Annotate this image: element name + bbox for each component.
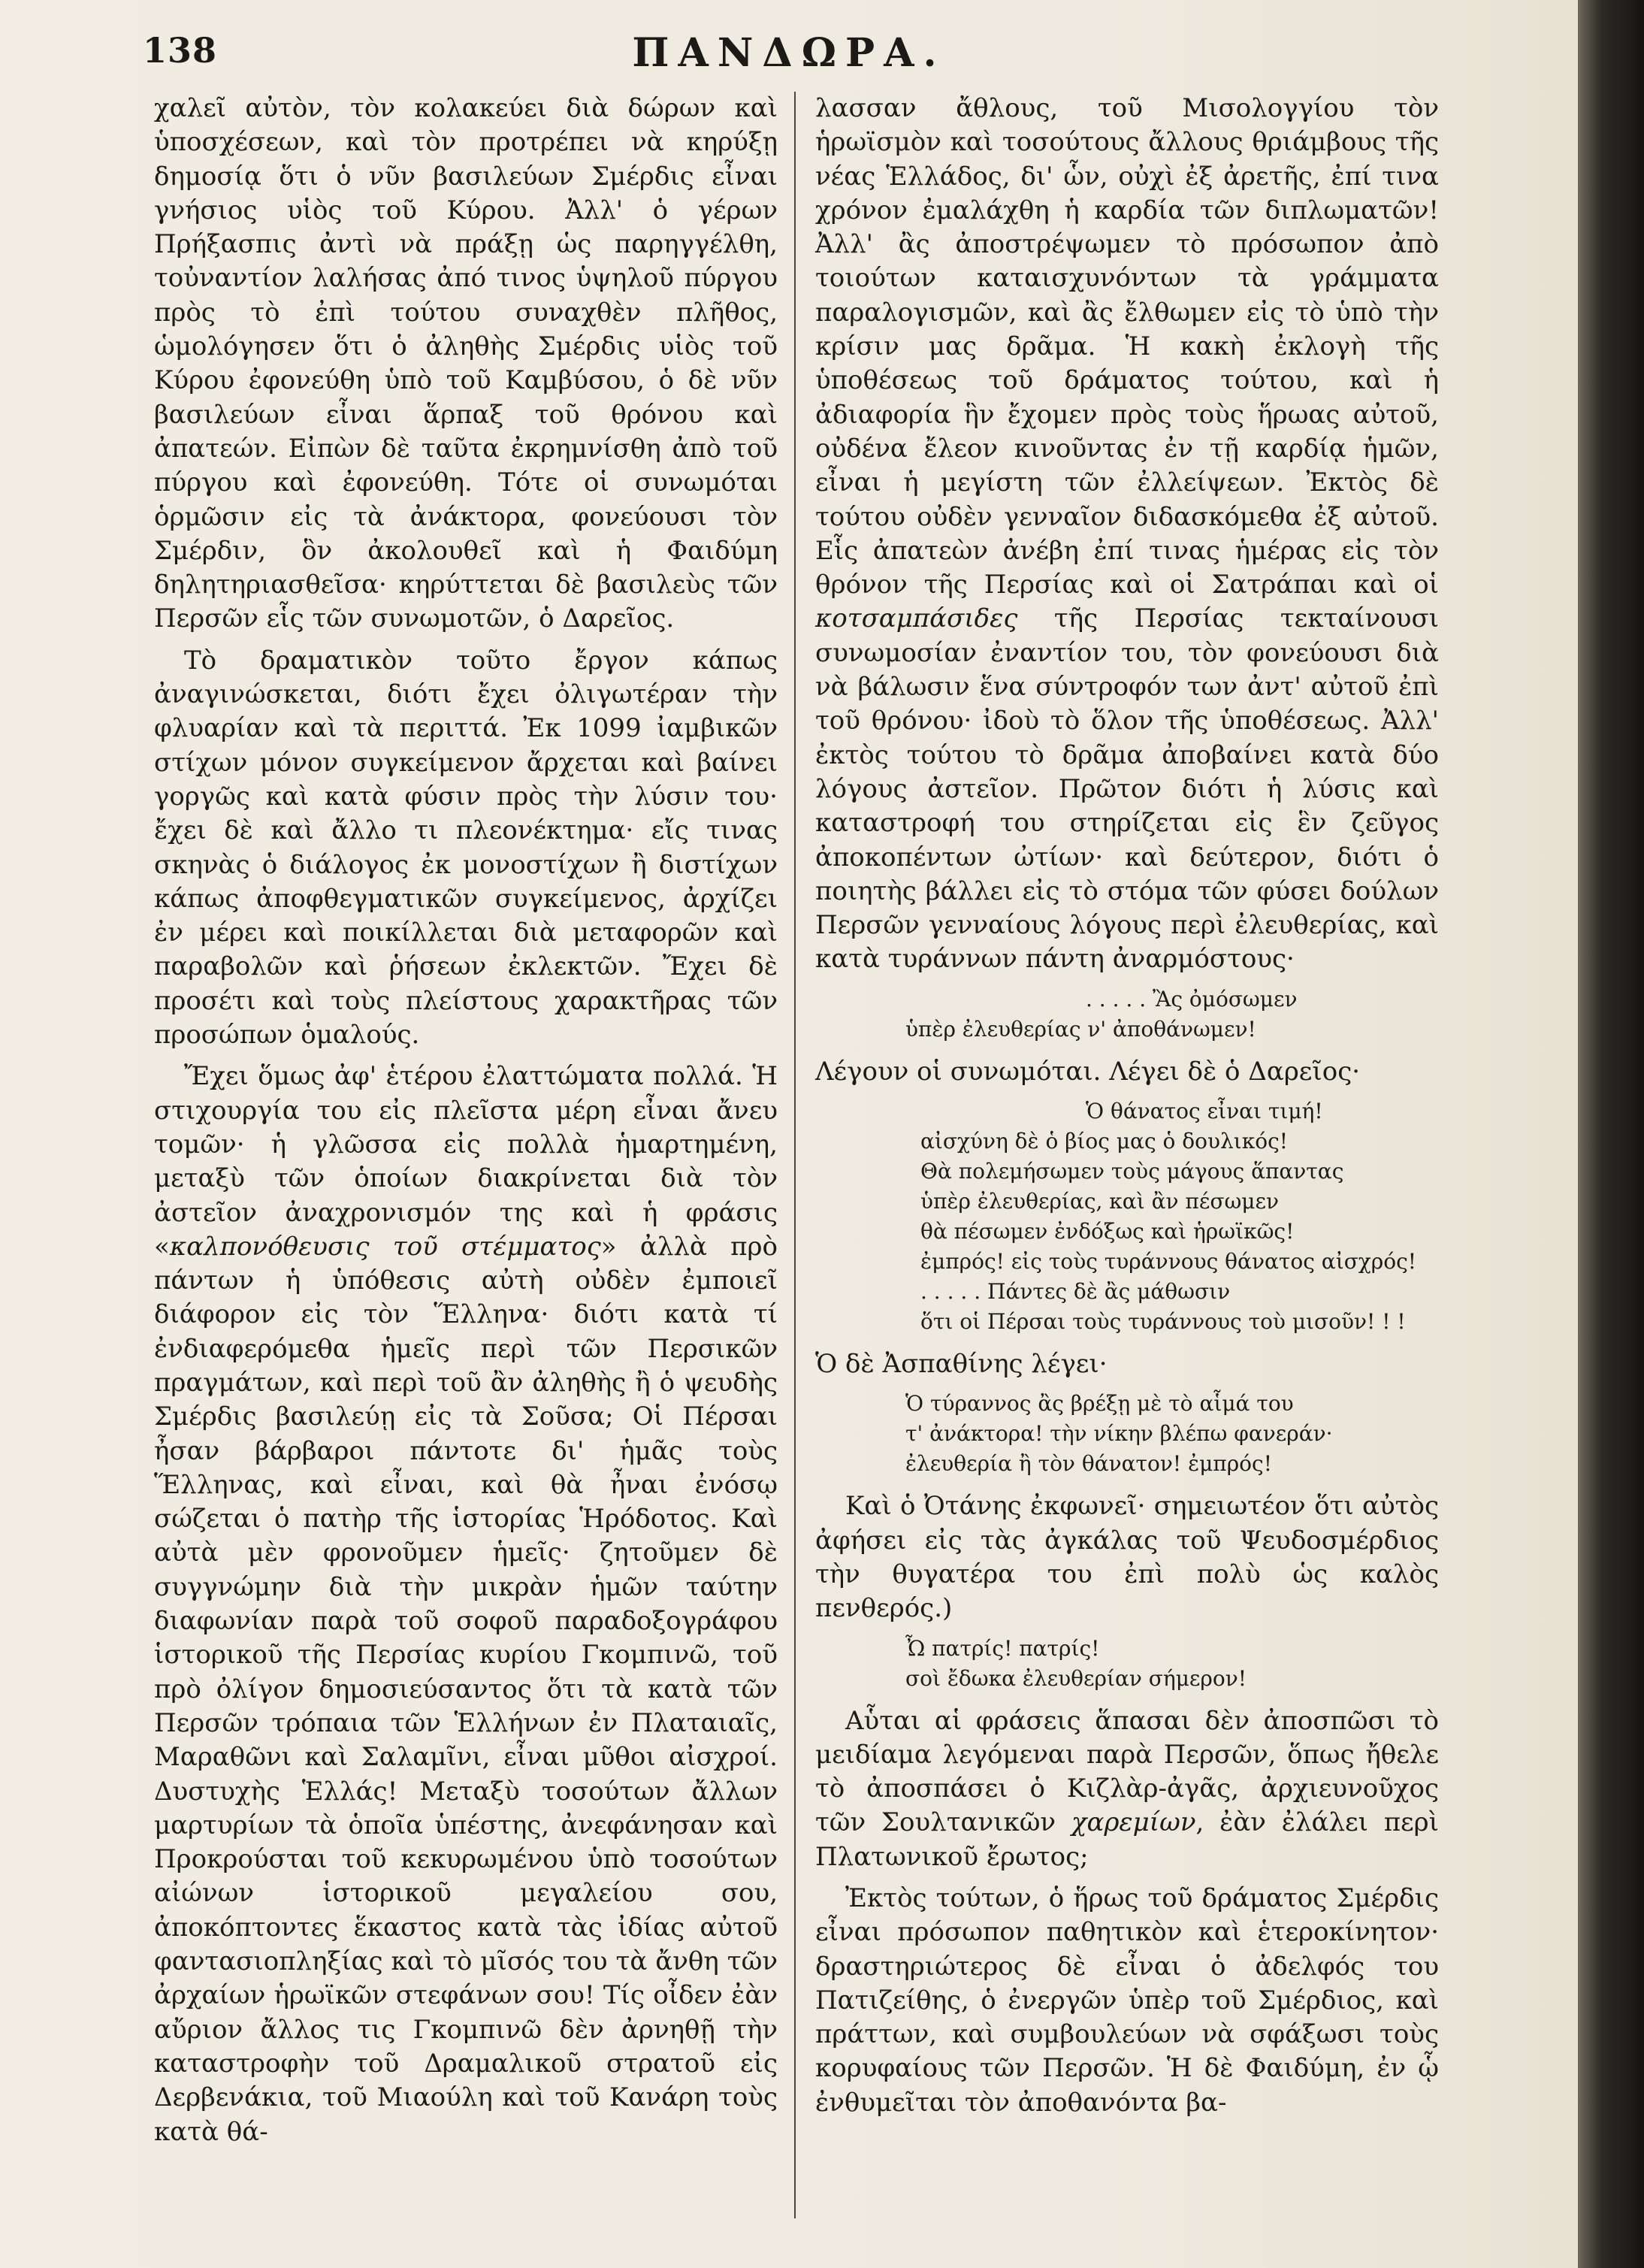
- paragraph: Τὸ δραματικὸν τοῦτο ἔργον κάπως ἀναγινώσκεται, διότι ἔχει ὀλιγωτέραν τὴν φλυαρίαν καὶ τὰ περιττά. Ἐκ 1099 ἰαμβικῶν στίχων μόνον συγκείμενον ἄρχεται καὶ βαίνει γοργῶς καὶ κατὰ φύσιν πρὸς τὴν λύσιν του· ἔχει δὲ καὶ ἄλλο τι πλεονέκτημα· εἴς τινας σκηνὰς ὁ διάλογος ἐκ μονοστίχων ἢ διστίχων κάπως ἀποφθεγματικῶν συγκείμενος, ἀρχίζει ἐν μέρει καὶ ποικίλλεται διὰ μεταφορῶν καὶ παραβολῶν καὶ ῥήσεων ἐκλεκτῶν. Ἔχει δὲ προσέτι καὶ τοὺς πλείστους χαρακτῆρας τῶν προσώπων ὁμαλούς.: [154, 645, 778, 1051]
- verse-line: . . . . . Πάντες δὲ ἂς μάθωσιν: [920, 1279, 1231, 1305]
- verse-quote: [815, 1634, 1439, 1694]
- italic-word: χαρεμίων: [1071, 1807, 1196, 1838]
- paragraph: [815, 1704, 1439, 1874]
- text-run: » ἀλλὰ πρὸ πάντων ἡ ὑπόθεσις αὐτὴ οὐδὲν ἐμποιεῖ διάφορον εἰς τὸν Ἕλληνα· διότι κατὰ τί ἐνδιαφερόμεθα ἡμεῖς περὶ τῶν Περσικῶν πραγμάτων, καὶ περὶ τοῦ ἂν ἀληθὴς ἢ ὁ ψευδὴς Σμέρδις βασιλεύῃ εἰς τὰ Σοῦσα; Οἱ Πέρσαι ἦσαν βάρβαροι πάντοτε δι' ἡμᾶς τοὺς Ἕλληνας, καὶ εἶναι, καὶ θὰ ἦναι ἐνόσῳ σώζεται ὁ πατὴρ τῆς ἱστορίας Ἡρόδοτος. Καὶ αὐτὰ μὲν φρονοῦμεν ἡμεῖς· ζητοῦμεν δὲ συγγνώμην διὰ τὴν μικρὰν ἡμῶν ταύτην διαφωνίαν παρὰ τοῦ σοφοῦ παραδοξογράφου ἱστορικοῦ τῆς Περσίας κυρίου Γκομπινῶ, τοῦ πρὸ ὀλίγον δημοσιεύσαντος ὅτι τὰ κατὰ τῶν Περσῶν τρόπαια τῶν Ἑλλήνων ἐν Πλαταιαῖς, Μαραθῶνι καὶ Σαλαμῖνι, εἶναι μῦθοι αἰσχροί. Δυστυχὴς Ἑλλάς! Μεταξὺ τοσούτων ἄλλων μαρτυρίων τὰ ὁποῖα ὑπέστης, ἀνεφάνησαν καὶ Προκρούσται τοῦ κεκυρωμένου ὑπὸ τοσούτων αἰώνων ἱστορικοῦ μεγαλείου σου, ἀποκόπτοντες ἕκαστος κατὰ τὰς ἰδίας αὐτοῦ φαντασιοπληξίας καὶ τὸ μῖσός του τὰ ἄνθη τῶν ἀρχαίων ἡρωϊκῶν στεφάνων σου! Τίς οἶδεν ἐὰν αὔριον ἄλλος τις Γκομπινῶ δὲν ἀρνηθῇ τὴν καταστροφὴν τοῦ Δραμαλικοῦ στρατοῦ εἰς Δερβενάκια, τοῦ Μιαούλη καὶ τοῦ Κανάρη τοὺς κατὰ θά-: [154, 1231, 778, 2147]
- text-run: , ἐὰν ἐλάλει περὶ Πλατωνικοῦ ἔρωτος;: [815, 1807, 1439, 1872]
- journal-title: ΠΑΝΔΩΡΑ.: [632, 30, 946, 76]
- column-divider: [794, 92, 796, 2218]
- verse-quote: [815, 1096, 1439, 1337]
- verse-line: Θὰ πολεμήσωμεν τοὺς μάγους ἅπαντας: [920, 1159, 1344, 1184]
- verse-line: ὅτι οἱ Πέρσαι τοὺς τυράννους τοὺ μισοῦν! ! !: [920, 1309, 1406, 1335]
- paragraph: Καὶ ὁ Ὀτάνης ἐκφωνεῖ· σημειωτέον ὅτι αὐτὸς ἀφήσει εἰς τὰς ἀγκάλας τοῦ Ψευδοσμέρδιος τὴν θυγατέρα του ἐπὶ πολὺ ὡς καλὸς πενθερός.): [815, 1491, 1439, 1624]
- paragraph: Ἐκτὸς τούτων, ὁ ἥρως τοῦ δράματος Σμέρδις εἶναι πρόσωπον παθητικὸν καὶ ἑτεροκίνητον· δραστηριώτερος δὲ εἶναι ὁ ἀδελφός του Πατιζείθης, ὁ ἐνεργῶν ὑπὲρ τοῦ Σμέρδιος, καὶ πράττων, καὶ συμβουλεύων νὰ σφάξωσι τοὺς κορυφαίους τῶν Περσῶν. Ἡ δὲ Φαιδύμη, ἐν ᾧ ἐνθυμεῖται τὸν ἀποθανόντα βα-: [815, 1882, 1439, 2118]
- page-header: [143, 30, 1435, 83]
- verse-line: ὑπὲρ ἐλευθερίας, καὶ ἂν πέσωμεν: [920, 1189, 1279, 1214]
- verse-quote: [815, 984, 1439, 1045]
- italic-phrase: καλπονόθευσις τοῦ στέμματος: [169, 1231, 601, 1262]
- verse-line: σοὶ ἔδωκα ἐλευθερίαν σήμερον!: [905, 1665, 1247, 1691]
- verse-line: ὑπὲρ ἐλευθερίας ν' ἀποθάνωμεν!: [905, 1016, 1256, 1042]
- paragraph: Ὁ δὲ Ἀσπαθίνης λέγει·: [815, 1349, 1108, 1380]
- paragraph: χαλεῖ αὐτὸν, τὸν κολακεύει διὰ δώρων καὶ ὑποσχέσεων, καὶ τὸν προτρέπει νὰ κηρύξῃ δημοσίᾳ ὅτι ὁ νῦν βασιλεύων Σμέρδις εἶναι γνήσιος υἱὸς τοῦ Κύρου. Ἀλλ' ὁ γέρων Πρήξασπις ἀντὶ νὰ πράξῃ ὡς παρηγγέλθη, τοὐναντίον λαλήσας ἀπό τινος ὑψηλοῦ πύργου πρὸς τὸ ἐπὶ τούτου συναχθὲν πλῆθος, ὡμολόγησεν ὅτι ὁ ἀληθὴς Σμέρδις υἱὸς τοῦ Κύρου ἐφονεύθη ὑπὸ τοῦ Καμβύσου, ὁ δὲ νῦν βασιλεύων εἶναι ἅρπαξ τοῦ θρόνου καὶ ἀπατεών. Εἰπὼν δὲ ταῦτα ἐκρημνίσθη ἀπὸ τοῦ πύργου καὶ ἐφονεύθη. Τότε οἱ συνωμόται ὁρμῶσιν εἰς τὰ ἀνάκτορα, φονεύουσι τὸν Σμέρδιν, ὃν ἀκολουθεῖ καὶ ἡ Φαιδύμη δηλητηριασθεῖσα· κηρύττεται δὲ βασιλεὺς τῶν Περσῶν εἷς τῶν συνωμοτῶν, ὁ Δαρεῖος.: [154, 93, 778, 634]
- book-binding-edge: [1578, 0, 1644, 2268]
- paragraph: [815, 92, 1439, 977]
- text-run: λασσαν ἄθλους, τοῦ Μισολογγίου τὸν ἡρωϊσμὸν καὶ τοσούτους ἄλλους θριάμβους τῆς νέας Ἑλλάδος, δι' ὧν, οὐχὶ ἐξ ἀρετῆς, ἐπί τινα χρόνον ἐμαλάχθη ἡ καρδία τῶν διπλωματῶν! Ἀλλ' ἂς ἀποστρέψωμεν τὸ πρόσωπον ἀπὸ τοιούτων καταισχυνόντων τὰ γράμματα παραλογισμῶν, καὶ ἂς ἔλθωμεν εἰς τὸ ὑπὸ τὴν κρίσιν μας δρᾶμα. Ἡ κακὴ ἐκλογὴ τῆς ὑποθέσεως τοῦ δράματος τούτου, καὶ ἡ ἀδιαφορία ἣν ἔχομεν πρὸς τοὺς ἥρωας αὐτοῦ, οὐδένα ἔλεον κινοῦντας ἐν τῇ καρδίᾳ ἡμῶν, εἶναι ἡ μεγίστη τῶν ἐλλείψεων. Ἐκτὸς δὲ τούτου οὐδὲν γενναῖον διδασκόμεθα ἐξ αὐτοῦ. Εἷς ἀπατεὼν ἀνέβη ἐπί τινας ἡμέρας εἰς τὸν θρόνον τῆς Περσίας καὶ οἱ Σατράπαι καὶ οἱ: [815, 93, 1439, 600]
- verse-line: τ' ἀνάκτορα! τὴν νίκην βλέπω φανεράν·: [905, 1421, 1333, 1447]
- verse-line: θὰ πέσωμεν ἐνδόξως καὶ ἡρωϊκῶς!: [920, 1219, 1295, 1244]
- paragraph: [154, 1060, 778, 2149]
- verse-line: Ὁ θάνατος εἶναι τιμή!: [1086, 1099, 1323, 1124]
- verse-quote: [815, 1389, 1439, 1479]
- verse-line: αἰσχύνη δὲ ὁ βίος μας ὁ δουλικός!: [920, 1129, 1289, 1154]
- left-column: [154, 92, 778, 2157]
- paragraph: Λέγουν οἱ συνωμόται. Λέγει δὲ ὁ Δαρεῖος·: [815, 1056, 1361, 1087]
- text-run: Ἔχει ὅμως ἀφ' ἑτέρου ἐλαττώματα πολλά. Ἡ στιχουργία του εἰς πλεῖστα μέρη εἶναι ἄνευ τομῶν· ἡ γλῶσσα εἰς πολλὰ ἡμαρτημένη, μεταξὺ τῶν ὁποίων διακρίνεται διὰ τὸν ἀστεῖον ἀναχρονισμόν της καὶ ἡ φράσις «: [154, 1061, 778, 1262]
- italic-word: κοτσαμπάσιδες: [815, 603, 1018, 634]
- verse-line: . . . . . Ἂς ὀμόσωμεν: [1086, 986, 1298, 1012]
- text-run: τῆς Περσίας τεκταίνουσι συνωμοσίαν ἐναντίον του, τὸν φονεύουσι διὰ νὰ βάλωσιν ἕνα σύντροφόν των ἀντ' αὐτοῦ ἐπὶ τοῦ θρόνου· ἰδοὺ τὸ ὅλον τῆς ὑποθέσεως. Ἀλλ' ἐκτὸς τούτου τὸ δρᾶμα ἀποβαίνει κατὰ δύο λόγους ἀστεῖον. Πρῶτον διότι ἡ λύσις καὶ καταστροφή του στηρίζεται εἰς ἓν ζεῦγος ἀποκοπέντων ὠτίων· καὶ δεύτερον, διότι ὁ ποιητὴς βάλλει εἰς τὸ στόμα τῶν φύσει δούλων Περσῶν γενναίους λόγους περὶ ἐλευθερίας, καὶ κατὰ τυράννων πάντη ἀναρμόστους·: [815, 603, 1439, 975]
- verse-line: ἐμπρός! εἰς τοὺς τυράννους θάνατος αἰσχρός!: [920, 1249, 1417, 1275]
- verse-line: Ὁ τύραννος ἂς βρέξῃ μὲ τὸ αἷμά του: [905, 1391, 1294, 1417]
- verse-line: ἐλευθερία ἢ τὸν θάνατον! ἐμπρός!: [905, 1451, 1272, 1477]
- right-column: [815, 92, 1439, 2127]
- text-run: Αὗται αἱ φράσεις ἅπασαι δὲν ἀποσπῶσι τὸ μειδίαμα λεγόμεναι παρὰ Περσῶν, ὅπως ἤθελε τὸ ἀποσπάσει ὁ Κιζλὰρ-ἀγᾶς, ἀρχιευνοῦχος τῶν Σουλτανικῶν: [815, 1705, 1439, 1838]
- page-number: 138: [143, 30, 218, 71]
- verse-line: Ὦ πατρίς! πατρίς!: [905, 1635, 1100, 1661]
